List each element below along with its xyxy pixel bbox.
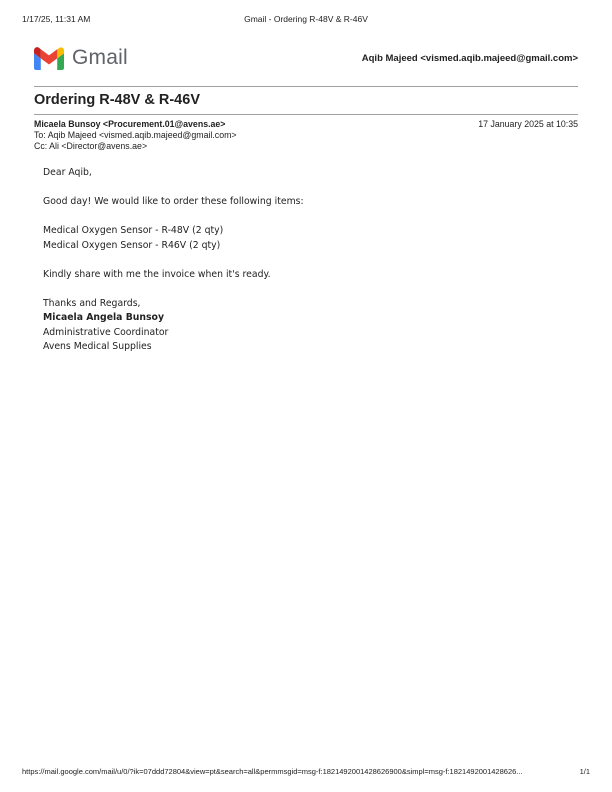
print-datetime: 1/17/25, 11:31 AM [22,14,91,24]
signature-company: Avens Medical Supplies [43,341,152,352]
gmail-wordmark: Gmail [72,46,128,69]
print-header [22,14,590,26]
divider [34,86,578,87]
signature-name: Micaela Angela Bunsoy [43,312,165,323]
email-subject: Ordering R-48V & R-46V [34,92,200,108]
gmail-logo [34,44,128,72]
email-date: 17 January 2025 at 10:35 [478,119,578,129]
body-greeting: Dear Aqib, [43,167,92,178]
print-footer [22,767,590,779]
gmail-m-icon [34,46,64,70]
order-item: Medical Oxygen Sensor - R46V (2 qty) [43,239,221,251]
email-recipient: To: Aqib Majeed <vismed.aqib.majeed@gmail.com> [34,130,237,140]
signature-closing: Thanks and Regards, [43,297,141,309]
order-item: Medical Oxygen Sensor - R-48V (2 qty) [43,225,224,236]
account-email: Aqib Majeed <vismed.aqib.majeed@gmail.com> [361,53,578,64]
body-request: Kindly share with me the invoice when it's ready. [43,268,271,280]
signature-title: Administrative Coordinator [43,326,169,338]
divider [34,114,578,115]
page-number: 1/1 [579,767,590,776]
print-title: Gmail - Ordering R-48V & R-46V [244,14,368,24]
body-intro: Good day! We would like to order these following items: [43,196,304,207]
print-url: https://mail.google.com/mail/u/0/?ik=07ddd72804&view=pt&search=all&permmsgid=msg-f:1821492001428626900&simpl=msg-f:1821492001428626... [22,767,523,776]
email-cc: Cc: Ali <Director@avens.ae> [34,141,148,151]
email-sender: Micaela Bunsoy <Procurement.01@avens.ae> [34,119,226,129]
email-body [43,167,304,356]
